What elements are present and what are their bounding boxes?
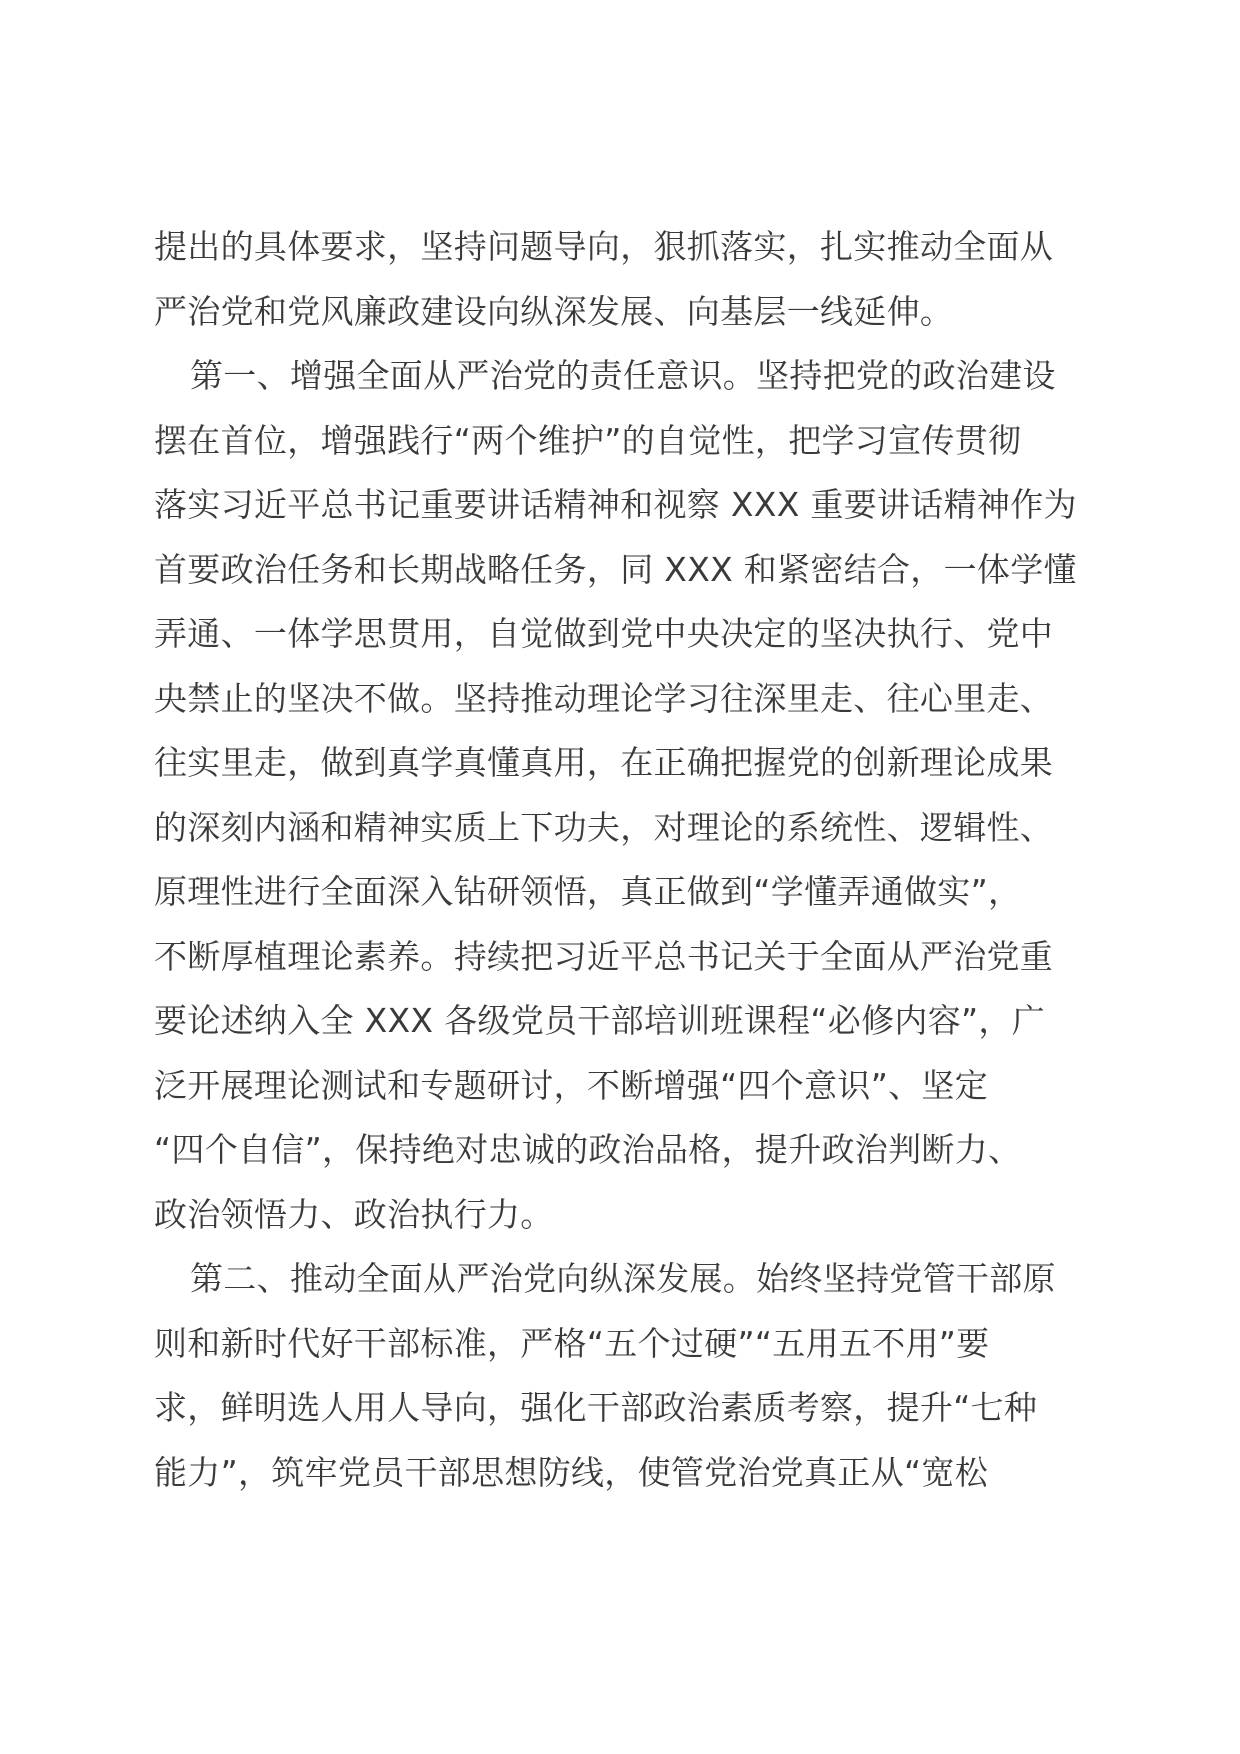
- body-text: [154, 215, 1094, 1505]
- text-line: 则和新时代好干部标准，严格“五个过硬”“五用五不用”要: [154, 1323, 990, 1363]
- text-line: 要论述纳入全 XXX 各级党员干部培训班课程“必修内容”，广: [154, 1001, 1045, 1040]
- text-line: 政治领悟力、政治执行力。: [154, 1194, 554, 1234]
- text-line: 不断厚植理论素养。持续把习近平总书记关于全面从严治党重: [154, 936, 1054, 976]
- paragraph-first-line: 第一、增强全面从严治党的责任意识。坚持把党的政治建设: [190, 356, 1056, 395]
- paragraph-first-line: 第二、推动全面从严治党向纵深发展。始终坚持党管干部原: [190, 1259, 1056, 1298]
- text-line: 往实里走，做到真学真懂真用，在正确把握党的创新理论成果: [154, 743, 1054, 782]
- text-line: “四个自信”，保持绝对忠诚的政治品格，提升政治判断力、: [154, 1130, 1022, 1169]
- text-line: 能力”，筑牢党员干部思想防线，使管党治党真正从“宽松: [154, 1452, 988, 1492]
- text-line: 央禁止的坚决不做。坚持推动理论学习往深里走、往心里走、: [154, 678, 1054, 718]
- text-line: 严治党和党风廉政建设向纵深发展、向基层一线延伸。: [154, 291, 954, 331]
- text-line: 摆在首位，增强践行“两个维护”的自觉性，把学习宣传贯彻: [154, 420, 1022, 460]
- text-line: 首要政治任务和长期战略任务，同 XXX 和紧密结合，一体学懂: [154, 549, 1077, 589]
- text-line: 提出的具体要求，坚持问题导向，狠抓落实，扎实推动全面从: [154, 227, 1054, 266]
- text-line: 的深刻内涵和精神实质上下功夫，对理论的系统性、逻辑性、: [154, 807, 1054, 847]
- text-line: 泛开展理论测试和专题研讨，不断增强“四个意识”、坚定: [154, 1065, 988, 1105]
- text-line: 落实习近平总书记重要讲话精神和视察 XXX 重要讲话精神作为: [154, 485, 1077, 524]
- text-line: 原理性进行全面深入钻研领悟，真正做到“学懂弄通做实”，: [154, 872, 1022, 911]
- text-line: 弄通、一体学思贯用，自觉做到党中央决定的坚决执行、党中: [154, 614, 1054, 653]
- text-line: 求，鲜明选人用人导向，强化干部政治素质考察，提升“七种: [154, 1388, 1038, 1427]
